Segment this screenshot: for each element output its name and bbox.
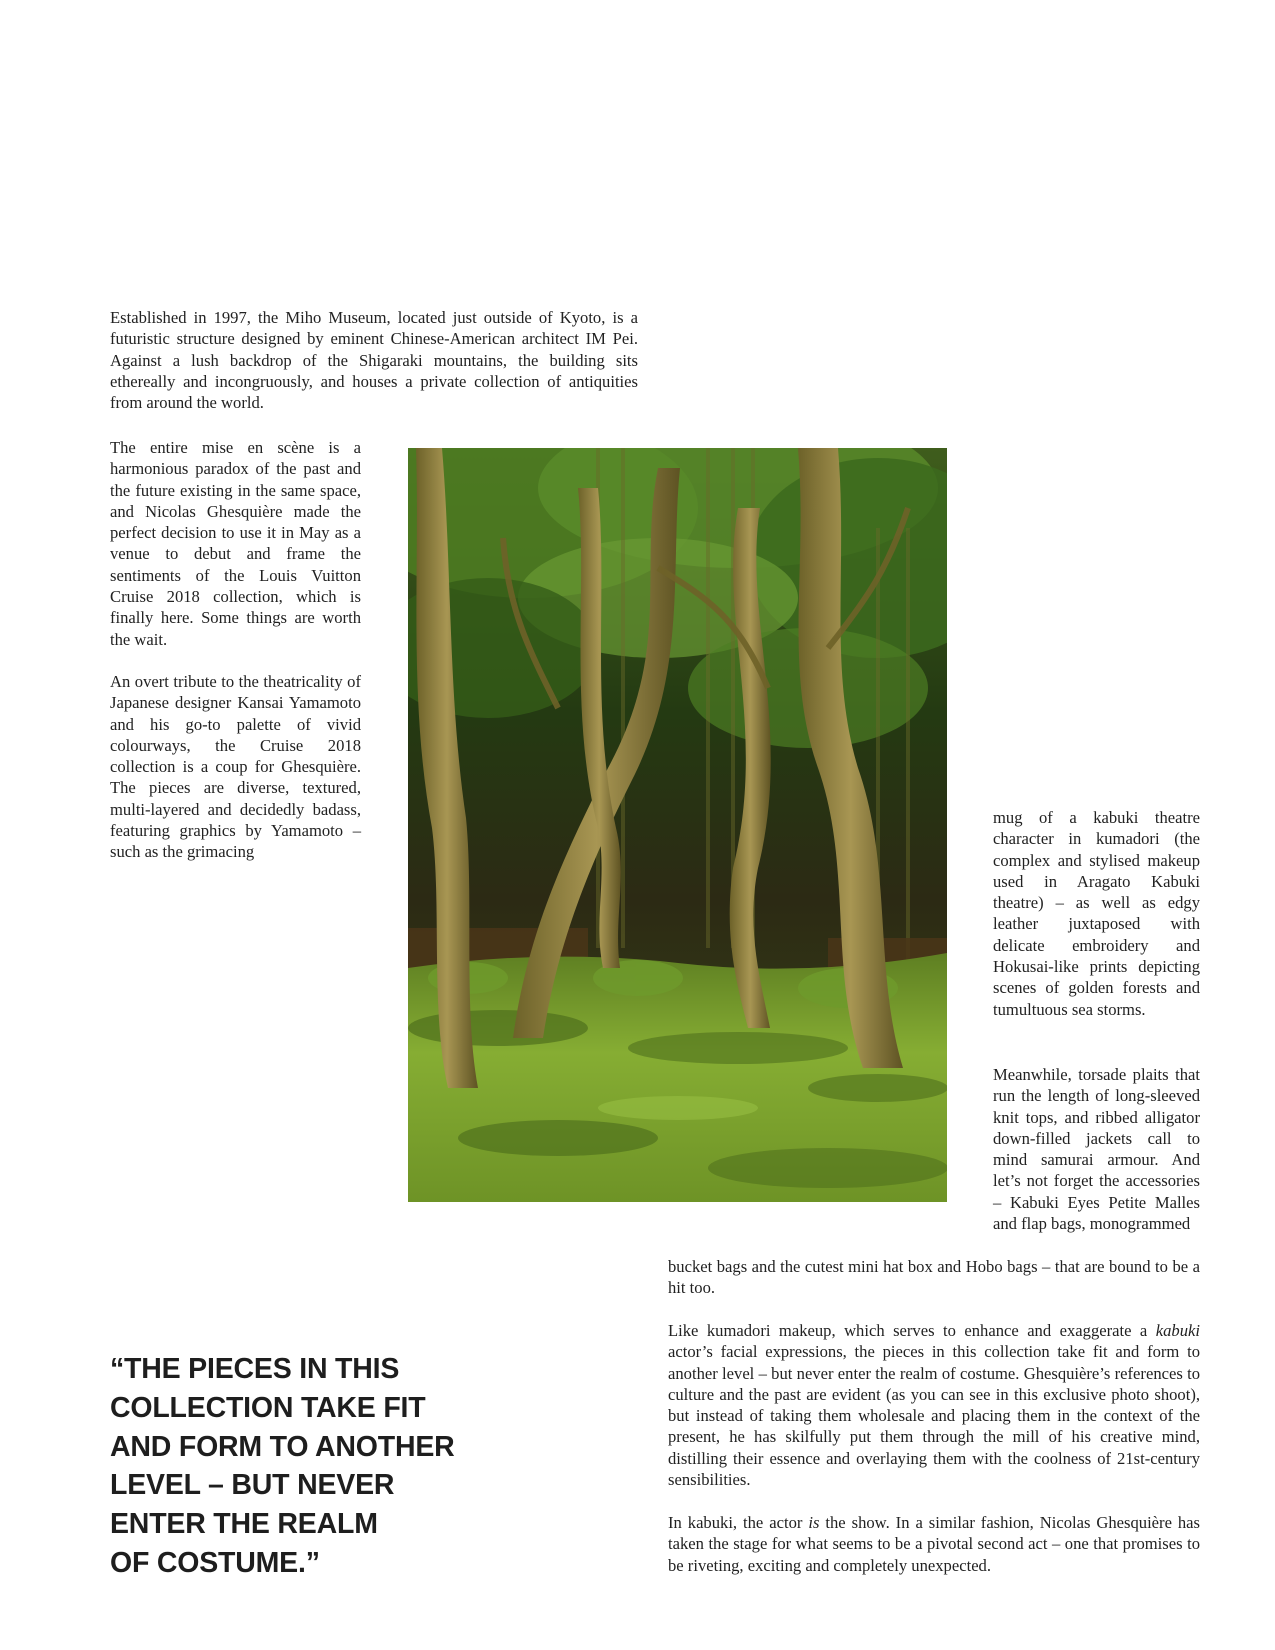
moss-forest-photo	[408, 448, 947, 1202]
paragraph-6-text-a: Like kumadori makeup, which serves to enhance and exaggerate a	[668, 1321, 1156, 1340]
paragraph-7-italic: is	[808, 1513, 820, 1532]
paragraph-6-text-b: actor’s facial expressions, the pieces in this collection take fit and form to another level – but never enter the realm of costume. Ghesquière’s references to culture and the past are evident (as you can see in this exclusive photo shoot), but instead of taking them wholesale and placing them in the context of the present, he has skilfully put them through the mill of his creative mind, distilling their essence and overlaying them with the coolness of 21st-century sensibilities.	[668, 1342, 1200, 1490]
paragraph-7-text-b: the show. In a similar fashion, Nicolas Ghesquière has taken the stage for what seems to be a pivotal second act – one that promises to be riveting, exciting and completely unexpected.	[668, 1513, 1201, 1575]
pull-quote-line: “THE PIECES IN THIS	[110, 1353, 400, 1385]
paragraph-7-text-a: In kabuki, the actor	[668, 1513, 809, 1532]
article-paragraph-5: Meanwhile, torsade plaits that run the length of long-sleeved knit tops, and ribbed alligator down-filled jackets call to mind samurai armour. And let’s not forget the accessories – Kabuki Eyes Petite Malles and flap bags, monogrammed	[993, 1065, 1200, 1234]
pull-quote-line: AND FORM TO ANOTHER	[110, 1430, 455, 1463]
pull-quote-line: OF COSTUME.”	[110, 1546, 320, 1579]
article-paragraph-6	[668, 1320, 1200, 1490]
article-paragraph-2: The entire mise en scène is a harmonious paradox of the past and the future existing in the same space, and Nicolas Ghesquière made the perfect decision to use it in May as a venue to debut and frame the sentiments of the Louis Vuitton Cruise 2018 collection, which is finally here. Some things are worth the wait.	[110, 438, 361, 649]
pull-quote-line: COLLECTION TAKE FIT	[110, 1391, 426, 1424]
article-paragraph-4: mug of a kabuki theatre character in kumadori (the complex and stylised makeup used in Aragato Kabuki theatre) – as well as edgy leather juxtaposed with delicate embroidery and Hokusai-like prints depicting scenes of golden forests and tumultuous sea storms.	[993, 808, 1200, 1019]
article-paragraph-5-continued: bucket bags and the cutest mini hat box and Hobo bags – that are bound to be a hit too.	[668, 1257, 1200, 1298]
pull-quote	[110, 1350, 510, 1583]
article-paragraph-3: An overt tribute to the theatricality of Japanese designer Kansai Yamamoto and his go-to palette of vivid colourways, the Cruise 2018 collection is a coup for Ghesquière. The pieces are diverse, textured, multi-layered and decidedly badass, featuring graphics by Yamamoto – such as the grimacing	[110, 672, 361, 862]
paragraph-6-italic: kabuki	[1155, 1321, 1200, 1340]
article-paragraph-7	[668, 1512, 1200, 1576]
article-paragraph-1: Established in 1997, the Miho Museum, located just outside of Kyoto, is a futuristic structure designed by eminent Chinese-American architect IM Pei. Against a lush backdrop of the Shigaraki mountains, the building sits ethereally and incongruously, and houses a private collection of antiquities from around the world.	[110, 308, 638, 413]
pull-quote-line: LEVEL – BUT NEVER	[110, 1469, 395, 1502]
pull-quote-line: ENTER THE REALM	[110, 1508, 378, 1541]
